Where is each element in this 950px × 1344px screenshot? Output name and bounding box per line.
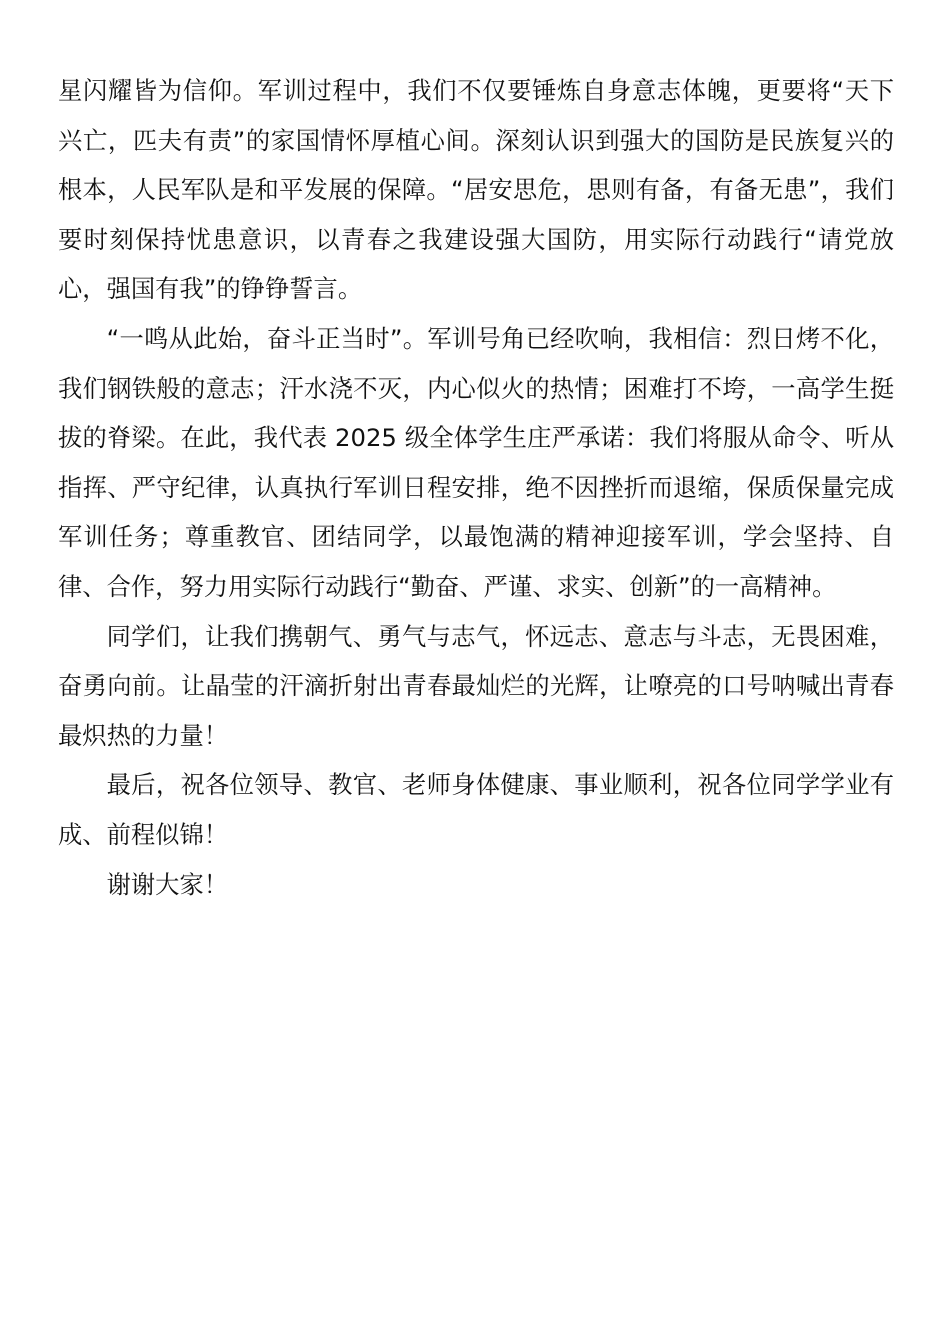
paragraph-thanks: 谢谢大家！ [106, 869, 229, 899]
paragraph-continuation: 星闪耀皆为信仰。军训过程中，我们不仅要锤炼自身意志体魄，更要将“天下兴亡，匹夫有责”的家国情怀厚植心间。深刻认识到强大的国防是民族复兴的根本，人民军队是和平发展的保障。“居安思危，思则有备，有备无患”，我们要时刻保持忧患意识，以青春之我建设强大国防，用实际行动践行“请党放心，强国有我”的铮铮誓言。 [58, 76, 894, 304]
paragraph-closing-wishes: 最后，祝各位领导、教官、老师身体健康、事业顺利，祝各位同学学业有成、前程似锦！ [58, 770, 894, 849]
document-body [58, 66, 894, 909]
paragraph-call-to-classmates: 同学们，让我们携朝气、勇气与志气，怀远志、意志与斗志，无畏困难，奋勇向前。让晶莹的汗滴折射出青春最灿烂的光辉，让嘹亮的口号呐喊出青春最炽热的力量！ [58, 621, 894, 750]
paragraph-military-training-pledge: “一鸣从此始，奋斗正当时”。军训号角已经吹响，我相信：烈日烤不化，我们钢铁般的意志；汗水浇不灭，内心似火的热情；困难打不垮，一高学生挺拔的脊梁。在此，我代表 2025 级全体学生庄严承诺：我们将服从命令、听从指挥、严守纪律，认真执行军训日程安排，绝不因挫折而退缩，保质保量完成军训任务；尊重教官、团结同学，以最饱满的精神迎接军训，学会坚持、自律、合作，努力用实际行动践行“勤奋、严谨、求实、创新”的一高精神。 [58, 323, 894, 601]
